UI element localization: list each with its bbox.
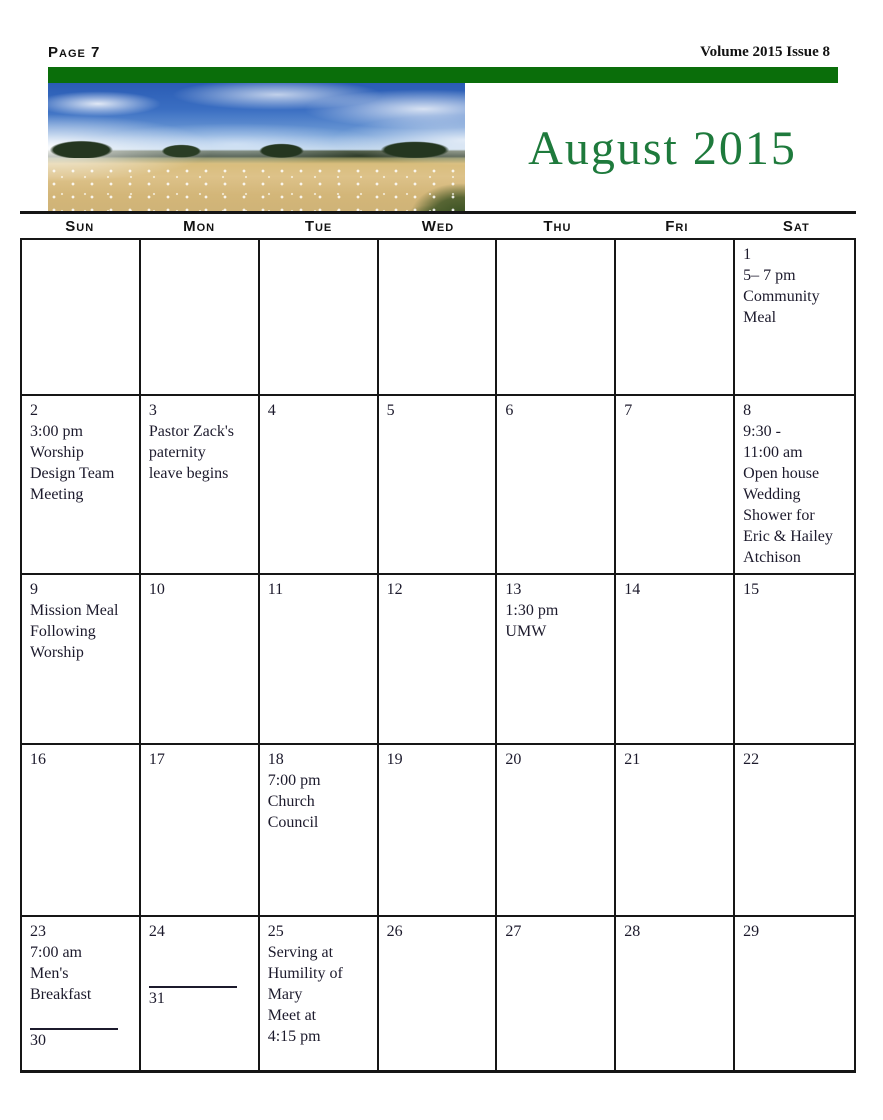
day-number: 17 [148, 751, 165, 768]
blank-line [30, 1005, 133, 1026]
event-line: 7:00 pm [267, 772, 321, 789]
event-line: Breakfast [30, 986, 92, 1003]
day-header-fri: Fri [665, 218, 689, 235]
calendar-cell-7 [616, 396, 735, 575]
calendar-cell-19 [379, 745, 498, 917]
event-line: Meeting [30, 486, 84, 503]
event-line: 1:30 pm [505, 602, 559, 619]
calendar-cell-28 [616, 917, 735, 1070]
calendar-cell-11 [260, 575, 379, 745]
day-number: 23 [30, 923, 46, 940]
day-number: 12 [386, 581, 403, 598]
event-line: Worship [30, 644, 84, 661]
day-number: 25 [267, 923, 284, 940]
calendar-cell-empty [616, 240, 735, 396]
calendar-cell-14 [616, 575, 735, 745]
day-number: 13 [505, 581, 522, 598]
day-number: 6 [505, 402, 514, 419]
calendar-cell-empty [379, 240, 498, 396]
event-line: leave begins [148, 465, 229, 482]
event-line: Eric & Hailey [743, 528, 833, 545]
event-line: Humility of [267, 965, 343, 982]
calendar-cell-2 [22, 396, 141, 575]
wheat-field-photo [48, 83, 465, 213]
event-line: UMW [505, 623, 547, 640]
day-number: 16 [30, 751, 46, 768]
masthead-green-bar [48, 67, 838, 83]
event-line: 11:00 am [743, 444, 803, 461]
calendar-cell-22 [735, 745, 854, 917]
calendar-cell-empty [497, 240, 616, 396]
day-number: 5 [386, 402, 395, 419]
calendar-cell-21 [616, 745, 735, 917]
event-line: Council [267, 814, 319, 831]
calendar-cell-12 [379, 575, 498, 745]
day-header-mon: Mon [183, 218, 216, 235]
event-line: Atchison [743, 549, 801, 566]
event-line: 5– 7 pm [743, 267, 796, 284]
event-line: Serving at [267, 944, 334, 961]
day-number: 3 [148, 402, 157, 419]
day-number: 7 [624, 402, 633, 419]
calendar-cell-6 [497, 396, 616, 575]
calendar-cell-1 [735, 240, 854, 396]
day-header-sun: Sun [65, 218, 95, 235]
event-line: 31 [148, 990, 165, 1007]
event-line: Mission Meal [30, 602, 119, 619]
volume-issue-label: Volume 2015 Issue 8 [700, 44, 830, 60]
event-line: 9:30 - [743, 423, 781, 440]
calendar-cell-8 [735, 396, 854, 575]
day-number: 9 [30, 581, 38, 598]
day-number: 8 [743, 402, 752, 419]
calendar-cell-10 [141, 575, 260, 745]
event-line: Men's [30, 965, 69, 982]
calendar-cell-24 [141, 917, 260, 1070]
day-number: 11 [267, 581, 284, 598]
calendar-cell-18 [260, 745, 379, 917]
page-number-label: Page 7 [48, 44, 101, 61]
event-line: 3:00 pm [30, 423, 83, 440]
event-line: Community [743, 288, 820, 305]
event-line: Pastor Zack's [148, 423, 234, 440]
day-number: 18 [267, 751, 284, 768]
event-line: Shower for [743, 507, 815, 524]
calendar-cell-17 [141, 745, 260, 917]
event-line: Church [267, 793, 315, 810]
day-number: 28 [624, 923, 641, 940]
event-line: Meal [743, 309, 777, 326]
day-header-thu: Thu [543, 218, 572, 235]
calendar-cell-29 [735, 917, 854, 1070]
calendar-cell-26 [379, 917, 498, 1070]
blank-line [149, 963, 252, 984]
event-line: Following [30, 623, 96, 640]
day-number: 1 [743, 246, 752, 263]
event-line: 30 [30, 1032, 46, 1049]
event-line: paternity [148, 444, 206, 461]
calendar-cell-25 [260, 917, 379, 1070]
calendar-cell-20 [497, 745, 616, 917]
calendar-cell-9 [22, 575, 141, 745]
calendar-cell-3 [141, 396, 260, 575]
event-line: Open house [743, 465, 820, 482]
day-number: 29 [743, 923, 760, 940]
calendar-cell-13 [497, 575, 616, 745]
day-header-tue: Tue [304, 218, 333, 235]
day-number: 26 [386, 923, 403, 940]
blank-line [149, 942, 252, 963]
day-number: 10 [148, 581, 165, 598]
event-line: Mary [267, 986, 303, 1003]
calendar-cell-empty [260, 240, 379, 396]
day-header-wed: Wed [421, 218, 455, 235]
day-number: 22 [743, 751, 760, 768]
calendar-cell-15 [735, 575, 854, 745]
day-number: 20 [505, 751, 522, 768]
calendar-month-title: August 2015 [528, 121, 797, 175]
event-line: Meet at [267, 1007, 317, 1024]
header-divider-rule [20, 211, 856, 214]
calendar-cell-empty [22, 240, 141, 396]
day-number: 15 [743, 581, 760, 598]
event-line: Worship [30, 444, 84, 461]
calendar-cell-5 [379, 396, 498, 575]
day-number: 21 [624, 751, 641, 768]
event-line: Wedding [743, 486, 801, 503]
calendar-grid [20, 238, 856, 1073]
day-number: 24 [148, 923, 165, 940]
day-header-sat: Sat [782, 218, 810, 235]
day-number: 27 [505, 923, 522, 940]
calendar-cell-27 [497, 917, 616, 1070]
day-number: 4 [267, 402, 276, 419]
calendar-cell-empty [141, 240, 260, 396]
day-number: 14 [624, 581, 641, 598]
day-number: 19 [386, 751, 403, 768]
calendar-cell-23 [22, 917, 141, 1070]
event-line: 7:00 am [30, 944, 82, 961]
event-line: Design Team [30, 465, 115, 482]
calendar-cell-4 [260, 396, 379, 575]
event-line: 4:15 pm [267, 1028, 321, 1045]
day-number: 2 [30, 402, 38, 419]
calendar-cell-16 [22, 745, 141, 917]
day-header-row [20, 215, 856, 238]
